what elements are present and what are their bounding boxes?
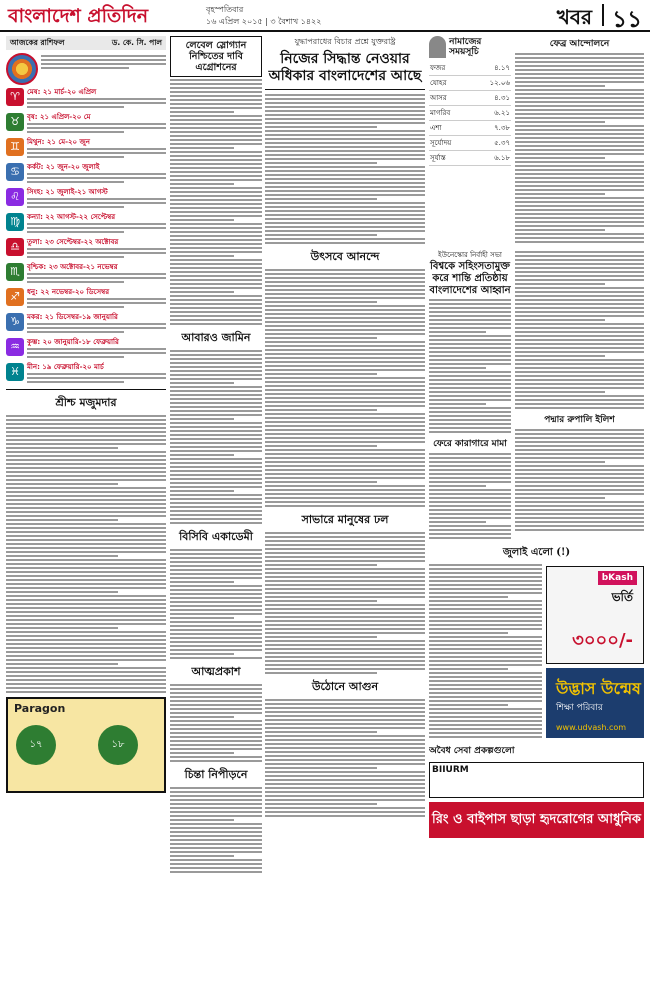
namaz-row — [429, 121, 511, 136]
zodiac-sign-icon: ♊ — [6, 138, 24, 156]
namaz-row — [429, 91, 511, 106]
story-body — [265, 269, 425, 507]
sign-title: মিথুন: ২১ মে-২০ জুন — [27, 138, 90, 146]
horoscope-header — [6, 36, 166, 50]
zodiac-sign-icon: ♎ — [6, 238, 24, 256]
horoscope-sign — [6, 113, 166, 135]
horoscope-author: ড. কে. সি. পাল — [111, 38, 162, 47]
page-number: ১১ — [612, 7, 642, 33]
sign-title: সিংহ: ২১ জুলাই-২১ আগস্ট — [27, 188, 108, 196]
masthead-divider — [602, 4, 604, 26]
horoscope-sign — [6, 88, 166, 110]
bkash-price: ৩০০০/- — [572, 630, 633, 651]
column-horoscope — [6, 36, 166, 976]
story-title: ফেব্ৰ আন্দোলনে — [549, 39, 610, 49]
story-body — [6, 415, 166, 693]
zodiac-wheel-icon — [6, 53, 38, 85]
story-title: সাভারে মানুষের ঢল — [301, 513, 389, 526]
sign-title: তুলা: ২৩ সেপ্টেম্বর-২২ অক্টোবর — [27, 238, 119, 246]
namaz-time: ৪.৩১ — [471, 91, 511, 106]
sign-title: কুম্ভ: ২০ জানুয়ারি-১৮ ফেব্রুয়ারি — [27, 338, 119, 346]
story-body — [265, 532, 425, 674]
section-name: খবর — [556, 5, 592, 29]
story-title: উঠোনে আগুন — [311, 680, 379, 693]
sign-title: ধনু: ২২ নভেম্বর-২০ ডিসেম্বর — [27, 288, 110, 296]
udvash-website: www.udvash.com — [556, 723, 627, 732]
day-text: বৃহস্পতিবার — [206, 5, 244, 14]
horoscope-sign — [6, 138, 166, 160]
sign-title: কন্যা: ২২ আগস্ট-২২ সেপ্টেম্বর — [27, 213, 116, 221]
story-body — [170, 684, 262, 762]
horoscope-sign — [6, 188, 166, 210]
bkash-logo: bKash — [598, 571, 637, 585]
paragon-badge: ১৭ — [16, 725, 56, 765]
story-body — [265, 699, 425, 817]
story-body — [515, 53, 644, 243]
paragon-title: Paragon — [14, 702, 66, 715]
zodiac-sign-icon: ♋ — [6, 163, 24, 181]
masthead — [0, 0, 650, 32]
story-body — [170, 350, 262, 524]
story-body — [429, 299, 511, 433]
story-title: বিশ্বকে সহিংসতামুক্ত করে শান্তি প্রতিষ্ঠায় বাংলাদেশের আহ্বান — [429, 261, 511, 296]
udvash-subtitle: শিক্ষা পরিবার — [556, 703, 603, 713]
story-kicker: ইউনেস্কোর নির্বাহী সভা — [438, 251, 502, 259]
zodiac-sign-icon: ♏ — [6, 263, 24, 281]
horoscope-signs — [6, 88, 166, 385]
horoscope-sign — [6, 313, 166, 335]
horoscope-title: আজকের রাশিফল — [10, 38, 65, 47]
story-body — [515, 429, 644, 531]
sign-title: মকর: ২১ ডিসেম্বর-১৯ জানুয়ারি — [27, 313, 118, 321]
zodiac-sign-icon: ♉ — [6, 113, 24, 131]
story-title: আবারও জামিন — [181, 331, 251, 344]
namaz-time: ৬.১৮ — [471, 151, 511, 166]
namaz-title: নামাজের সময়সূচি — [449, 37, 482, 57]
namaz-name: এশা — [429, 121, 471, 136]
namaz-row — [429, 76, 511, 91]
story-body — [170, 787, 262, 873]
horoscope-sign — [6, 163, 166, 185]
story-title: জুলাই এলো (!) — [502, 547, 571, 558]
story-body — [170, 549, 262, 659]
zodiac-sign-icon: ♍ — [6, 213, 24, 231]
namaz-row — [429, 151, 511, 166]
story-headline-box — [170, 36, 262, 77]
namaz-name: সূর্যাস্ত — [429, 151, 471, 166]
story-body — [515, 251, 644, 409]
column-news-4 — [429, 36, 644, 976]
zodiac-sign-icon: ♑ — [6, 313, 24, 331]
horoscope-sign — [6, 338, 166, 360]
story-title: লেবেল স্লোগ্যান নিশ্চিতের দাবি এগ্রোশনের — [185, 40, 247, 73]
sign-title: বৃষ: ২১ এপ্রিল-২০ মে — [27, 113, 91, 121]
date-text: ১৬ এপ্রিল ২০১৫ | ৩ বৈশাখ ১৪২২ — [206, 17, 322, 26]
namaz-time: ৪.১৭ — [471, 61, 511, 76]
story-title: আত্মপ্রকাশ — [191, 665, 241, 678]
story-title: উৎসবে আনন্দে — [310, 250, 380, 263]
udvash-ad[interactable] — [546, 668, 644, 738]
story-title: বিসিবি একাডেমী — [179, 530, 253, 543]
horoscope-sign — [6, 238, 166, 260]
story-title: চিন্তা নিপীড়নে — [184, 768, 248, 781]
story-title: শ্রীশ্চ মজুমদার — [55, 396, 117, 409]
zodiac-sign-icon: ♐ — [6, 288, 24, 306]
namaz-row — [429, 136, 511, 151]
namaz-row — [429, 106, 511, 121]
heart-treatment-ad[interactable]: রিং ও বাইপাস ছাড়া হৃদরোগের আধুনিক চিকিৎসা — [429, 802, 644, 838]
namaz-time: ১২.০৬ — [471, 76, 511, 91]
story-title: পদ্মার রুপালি ইলিশ — [544, 415, 615, 425]
bkash-ad-title: ভর্তি — [611, 590, 633, 604]
story-body — [265, 94, 425, 244]
namaz-name: মাগরিব — [429, 106, 471, 121]
mosque-icon — [429, 36, 446, 58]
column-lead — [265, 36, 425, 976]
sign-title: মেষ: ২১ মার্চ-২০ এপ্রিল — [27, 88, 97, 96]
lead-kicker: যুদ্ধাপরাধের বিচার প্রশ্নে যুক্তরাষ্ট্র — [294, 37, 396, 46]
namaz-name: আসর — [429, 91, 471, 106]
namaz-table — [429, 61, 511, 166]
namaz-time: ৭.৩৮ — [471, 121, 511, 136]
horoscope-sign — [6, 263, 166, 285]
bkash-ad[interactable] — [546, 566, 644, 664]
udvash-title: উদ্ভাস উন্মেষ — [556, 679, 641, 698]
horoscope-sign — [6, 288, 166, 310]
paragon-badge: ১৮ — [98, 725, 138, 765]
sign-title: বৃশ্চিক: ২৩ অক্টোবর-২১ নভেম্বর — [27, 263, 118, 271]
column-news-2 — [170, 36, 262, 976]
story-body — [170, 79, 262, 325]
namaz-name: যোহর — [429, 76, 471, 91]
sign-title: মীন: ১৯ ফেব্রুয়ারি-২০ মার্চ — [27, 363, 104, 371]
story-body — [429, 453, 511, 539]
horoscope-intro — [6, 53, 166, 85]
zodiac-sign-icon: ♓ — [6, 363, 24, 381]
sign-title: কর্কট: ২১ জুন-২০ জুলাই — [27, 163, 100, 171]
namaz-time: ৬.২১ — [471, 106, 511, 121]
namaz-row — [429, 61, 511, 76]
horoscope-sign — [6, 363, 166, 385]
zodiac-sign-icon: ♈ — [6, 88, 24, 106]
story-title: ফেরে কারাগারে মামা — [433, 439, 507, 449]
namaz-name: সূর্যোদয় — [429, 136, 471, 151]
biiurm-ad[interactable]: BIIURM — [429, 762, 644, 798]
namaz-name: ফজর — [429, 61, 471, 76]
story-body — [429, 564, 542, 738]
horoscope-sign — [6, 213, 166, 235]
paragon-ad[interactable] — [6, 697, 166, 793]
story-title: অবৈধ সেবা প্রকল্পগুলো — [429, 746, 515, 756]
brand-logo: বাংলাদেশ প্রতিদিন — [8, 5, 149, 27]
lead-headline: নিজের সিদ্ধান্ত নেওয়ার অধিকার বাংলাদেশের আছে — [268, 51, 422, 84]
zodiac-sign-icon: ♌ — [6, 188, 24, 206]
namaz-time: ৫.৩৭ — [471, 136, 511, 151]
zodiac-sign-icon: ♒ — [6, 338, 24, 356]
